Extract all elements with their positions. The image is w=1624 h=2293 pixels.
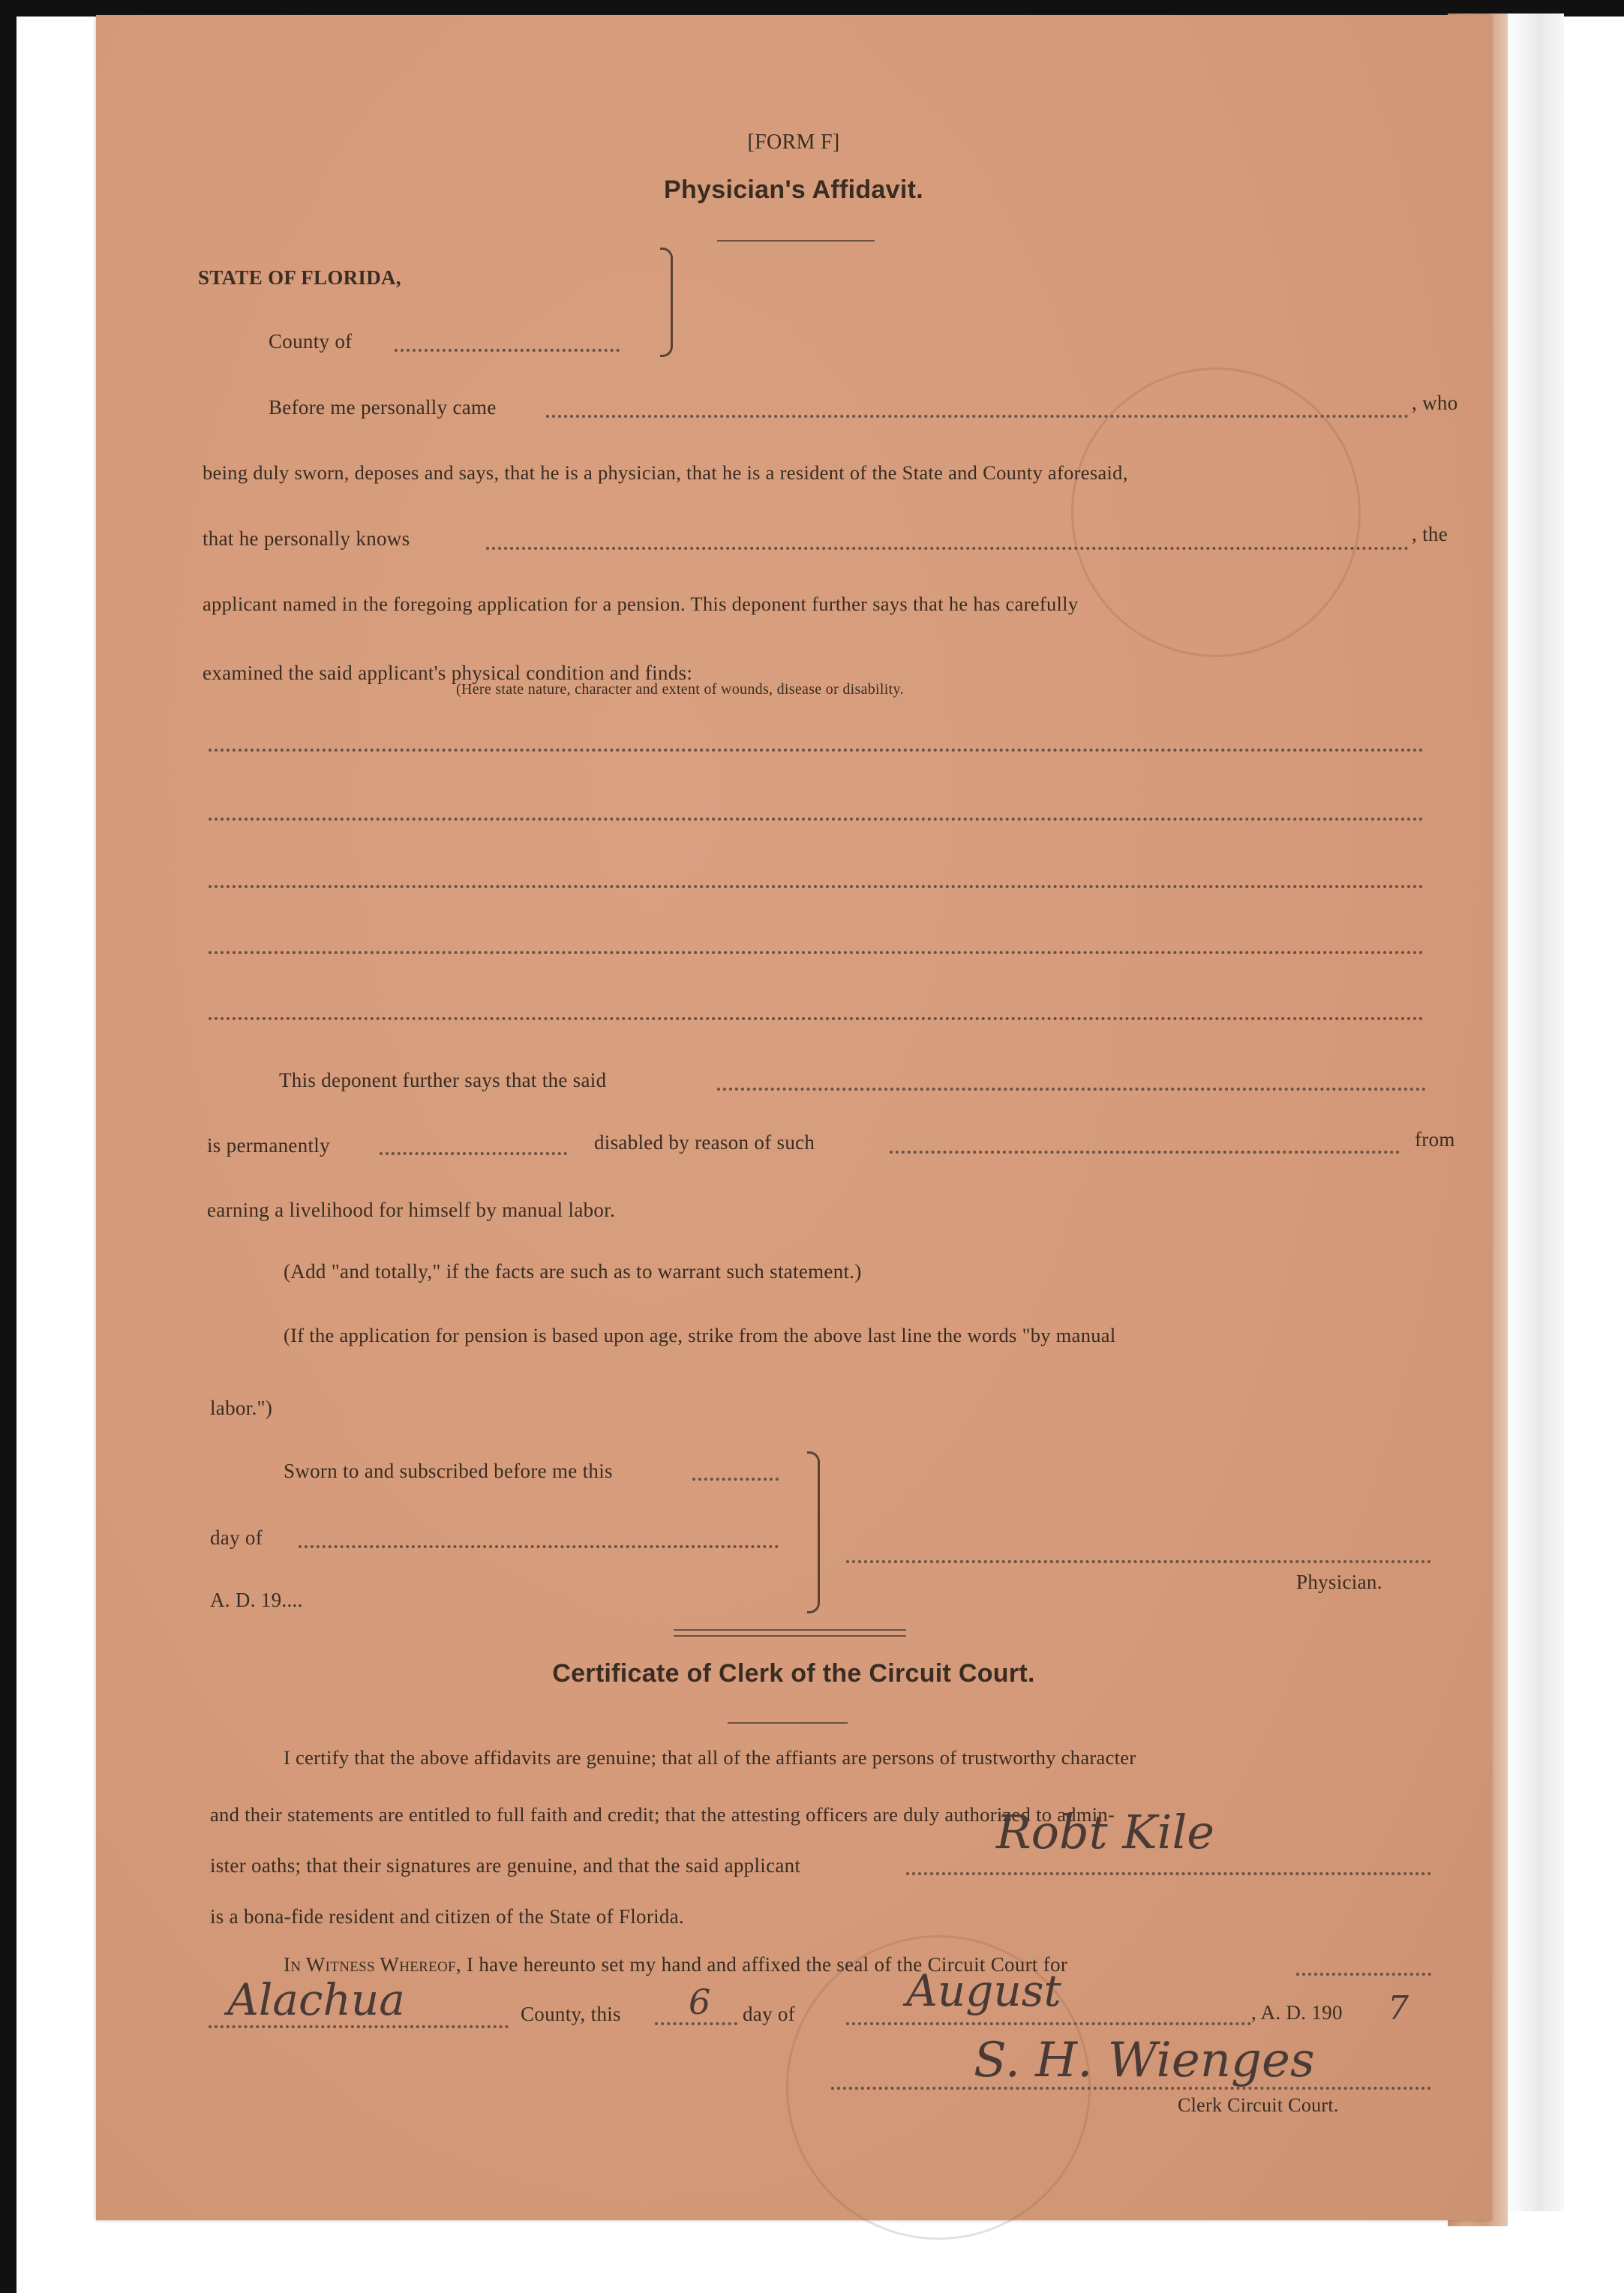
- line-disabled: disabled by reason of such: [594, 1131, 815, 1154]
- county-blank-cert: [209, 2025, 509, 2028]
- line-who: , who: [1412, 392, 1458, 414]
- sworn-brace: [807, 1451, 820, 1613]
- condition-line-5: [209, 1017, 1424, 1020]
- affidavit-page: [96, 15, 1491, 2220]
- year-handwriting: 7: [1388, 1989, 1409, 2027]
- condition-line-3: [209, 885, 1424, 888]
- clerk-label: Clerk Circuit Court.: [1178, 2094, 1339, 2116]
- line-before-me: Before me personally came: [269, 396, 497, 419]
- witness-caps: In Witness Whereof,: [284, 1953, 461, 1976]
- venue-brace: [660, 248, 673, 357]
- cert-day-text: day of: [743, 2003, 796, 2025]
- witness-rest: I have hereunto set my hand and affixed the seal of the Circuit Court for: [467, 1953, 1068, 1976]
- physician-signature-line: [846, 1560, 1431, 1563]
- line-sworn: being duly sworn, deposes and says, that he is a physician, that he is a resident of the State and County aforesaid,: [203, 461, 1128, 484]
- county-blank: [395, 349, 620, 352]
- line-earning: earning a livelihood for himself by manual labor.: [207, 1199, 616, 1221]
- embossed-seal-upper: [1071, 368, 1361, 657]
- line-the: , the: [1412, 523, 1448, 545]
- double-rule-bottom: [674, 1635, 906, 1637]
- day-blank-cert: [655, 2022, 737, 2025]
- line-permanently: is permanently: [207, 1134, 330, 1157]
- cert-line-3: ister oaths; that their signatures are genuine, and that the said applicant: [210, 1854, 801, 1877]
- cert-line-4: is a bona-fide resident and citizen of the State of Florida.: [210, 1905, 685, 1928]
- title-rule: [717, 240, 875, 242]
- double-rule-top: [674, 1629, 906, 1631]
- deponent-blank: [717, 1088, 1426, 1091]
- physician-label: Physician.: [1296, 1571, 1382, 1593]
- state-label: STATE OF FLORIDA,: [198, 266, 401, 289]
- applicant-name-blank: [486, 547, 1409, 550]
- sworn-month-blank: [299, 1545, 779, 1548]
- cert-ad-text: , A. D. 190: [1251, 2001, 1343, 2024]
- form-label: [FORM F]: [747, 131, 840, 154]
- if-note: (If the application for pension is based upon age, strike from the above last line the words "by manual: [284, 1324, 1116, 1346]
- condition-line-1: [209, 749, 1424, 752]
- condition-line-2: [209, 818, 1424, 821]
- county-label: County of: [269, 330, 353, 353]
- cert-applicant-blank: [906, 1872, 1431, 1875]
- line-examined: examined the said applicant's physical condition and finds:: [203, 662, 693, 684]
- page-title: Physician's Affidavit.: [664, 176, 923, 204]
- line-ad: A. D. 19....: [210, 1589, 303, 1611]
- line-sworn-before: Sworn to and subscribed before me this: [284, 1460, 613, 1482]
- cert-line-2: and their statements are entitled to full faith and credit; that the attesting officers are duly authorized to admin-: [210, 1803, 1115, 1826]
- certificate-title: Certificate of Clerk of the Circuit Court.: [552, 1659, 1035, 1688]
- condition-note: (Here state nature, character and extent of wounds, disease or disability.: [456, 681, 904, 698]
- line-applicant: applicant named in the foregoing application for a pension. This deponent further says that he has carefully: [203, 593, 1079, 615]
- cert-county-text: County, this: [521, 2003, 621, 2025]
- day-handwriting: 6: [689, 1982, 711, 2022]
- month-blank-cert: [846, 2022, 1251, 2025]
- county-handwriting: Alachua: [227, 1974, 405, 2025]
- sworn-day-blank: [692, 1478, 779, 1481]
- condition-line-4: [209, 951, 1424, 954]
- line-labor: labor."): [210, 1397, 273, 1419]
- scan-top-border: [0, 0, 1624, 17]
- add-note: (Add "and totally," if the facts are such as to warrant such statement.): [284, 1260, 862, 1283]
- clerk-signature: S. H. Wienges: [974, 2033, 1315, 2088]
- line-deponent: This deponent further says that the said: [279, 1069, 607, 1091]
- permanently-blank: [380, 1152, 567, 1155]
- line-knows: that he personally knows: [203, 527, 410, 550]
- disability-blank: [890, 1151, 1400, 1154]
- applicant-handwriting: Robt Kile: [996, 1805, 1214, 1859]
- physician-name-blank: [546, 415, 1409, 418]
- line-day-of: day of: [210, 1526, 263, 1549]
- cert-line-1: I certify that the above affidavits are genuine; that all of the affiants are persons of trustworthy character: [284, 1746, 1136, 1769]
- month-handwriting: August: [906, 1965, 1061, 2016]
- witness-court-blank: [1296, 1973, 1431, 1976]
- line-from: from: [1415, 1128, 1455, 1151]
- scan-left-border: [0, 0, 17, 2293]
- certificate-rule: [728, 1722, 848, 1724]
